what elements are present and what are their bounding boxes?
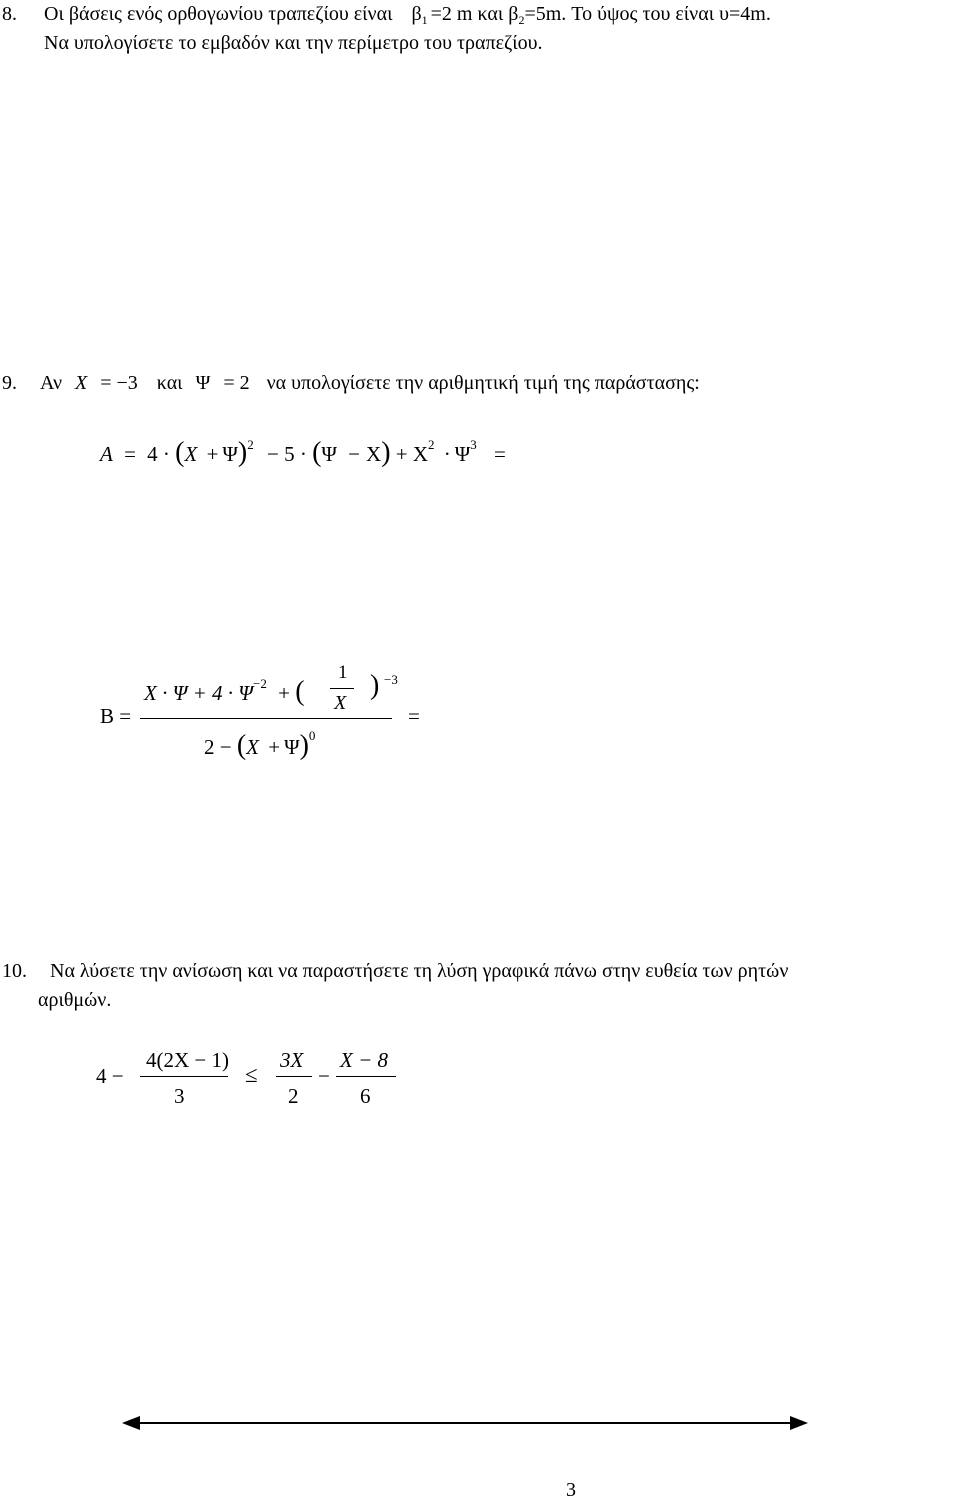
number-line (120, 1408, 810, 1438)
beta-2-symbol: β (508, 3, 519, 25)
a-y2: Ψ (321, 442, 337, 466)
a-plus: + (206, 442, 219, 466)
ineq-frac2-num: 3Χ (280, 1048, 304, 1072)
ineq-minus: − (318, 1064, 330, 1088)
a-paren2-close: ) (381, 437, 391, 468)
a-x: Χ (184, 442, 198, 466)
ineq-frac3-bar (336, 1076, 396, 1077)
expression-a (100, 430, 506, 469)
b-main-frac-bar (140, 718, 392, 719)
a-exp2: 2 (428, 437, 435, 452)
problem-10-text-line1: Να λύσετε την ανίσωση και να παραστήσετε τη λύση γραφικά πάνω στην ευθεία των ρητών (50, 960, 789, 982)
a-exp1: 2 (247, 437, 254, 452)
ineq-frac3-num: Χ − 8 (340, 1048, 388, 1072)
ineq-frac2-bar (276, 1076, 312, 1077)
arrow-right-icon (790, 1416, 808, 1430)
a-part2: − 5 · (267, 442, 307, 466)
a-y: Ψ (222, 442, 238, 466)
b-den-y: Ψ (284, 735, 300, 759)
b-num-plus: + (278, 681, 290, 705)
a-x2: Χ (366, 442, 382, 466)
x-value: = −3 (100, 372, 138, 394)
a-exp3: 3 (470, 437, 477, 452)
ineq-frac3-den: 6 (360, 1084, 371, 1108)
a-y3: Ψ (454, 442, 471, 466)
problem-9-text (40, 371, 700, 395)
ineq-frac1-bar (140, 1076, 228, 1077)
a-part1: 4 · (147, 442, 170, 466)
ineq-frac1-den: 3 (174, 1084, 185, 1108)
var-x: Χ (75, 372, 88, 394)
b-inner-frac-bar (330, 688, 354, 689)
ineq-frac2-den: 2 (288, 1084, 299, 1108)
beta-2-subscript: 2 (518, 13, 525, 27)
a-lhs: Α (100, 442, 113, 466)
and-word: και (156, 372, 183, 394)
problem-9-number: 9. (2, 372, 17, 394)
var-y: Ψ (195, 372, 211, 394)
if-word: Αν (40, 372, 63, 394)
ineq-frac1-num: 4(2Χ − 1) (146, 1048, 229, 1072)
ineq-lead: 4 − (96, 1064, 124, 1088)
b-num-exp: −2 (253, 676, 267, 691)
b-numerator (144, 676, 305, 708)
b-denominator (204, 728, 315, 762)
b-den-exp: 0 (308, 728, 316, 743)
beta-1-subscript: 1 (421, 13, 428, 27)
b-inner-frac-den: Χ (334, 692, 347, 714)
problem-9-instruction: να υπολογίσετε την αριθμητική τιμή της παράστασης: (266, 372, 700, 394)
a-minus: − (348, 442, 361, 466)
beta-1-value: =2 m και (430, 3, 504, 25)
b-inner-frac-num: 1 (338, 662, 348, 683)
a-part3: + Χ (395, 442, 429, 466)
beta-1-symbol: β (411, 3, 422, 25)
b-den-plus: + (268, 735, 281, 759)
problem-8-text-line2: Να υπολογίσετε το εμβαδόν και την περίμετρο του τραπεζίου. (44, 32, 543, 54)
b-paren-open: ( (295, 676, 305, 707)
b-end-equals: = (408, 704, 420, 728)
problem-8-text-a: Οι βάσεις ενός ορθογωνίου τραπεζίου είναι (44, 3, 393, 25)
page-number: 3 (566, 1479, 576, 1501)
problem-8-number: 8. (2, 3, 17, 25)
a-dot: · (443, 442, 451, 466)
problem-10-number: 10. (2, 960, 27, 982)
b-den-paren-close: ) (299, 730, 309, 761)
b-paren-close: ) (370, 670, 380, 701)
b-num-text: Χ · Ψ + 4 · Ψ (144, 681, 254, 705)
y-value: = 2 (223, 372, 250, 394)
a-paren1-open: ( (175, 437, 185, 468)
beta-2-value: =5m. Το ύψος του είναι υ=4m. (524, 3, 771, 25)
a-equals: = (124, 442, 136, 466)
problem-10-text-line2: αριθμών. (38, 989, 112, 1011)
problem-8-text-line1 (44, 2, 771, 28)
b-lhs: Β = (100, 704, 132, 728)
a-end-equals: = (494, 442, 506, 466)
a-paren2-open: ( (312, 437, 322, 468)
arrow-left-icon (122, 1416, 140, 1430)
b-den-text: 2 − (204, 735, 232, 759)
b-den-paren-open: ( (236, 730, 247, 761)
b-paren-exp: −3 (384, 672, 398, 687)
b-den-x: Χ (246, 735, 259, 759)
ineq-leq: ≤ (245, 1062, 258, 1087)
a-paren1-close: ) (237, 437, 248, 468)
